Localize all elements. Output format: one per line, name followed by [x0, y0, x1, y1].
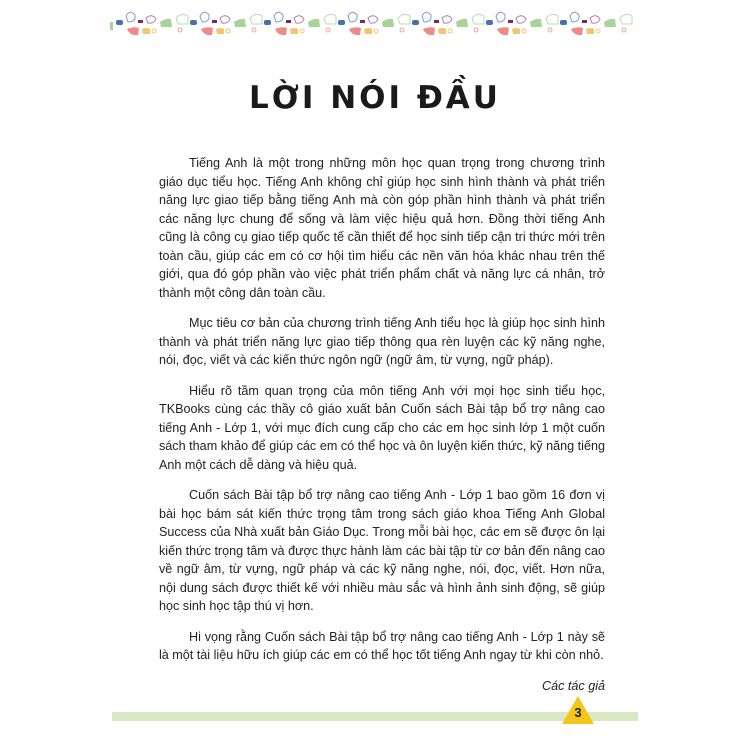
preface-body	[159, 154, 605, 695]
paragraph: Hi vọng rằng Cuốn sách Bài tập bổ trợ nâng cao tiếng Anh - Lớp 1 này sẽ là một tài liệu hữu ích giúp các em có thể học tốt tiếng Anh ngay từ khi còn nhỏ.	[159, 629, 605, 662]
paragraph: Cuốn sách Bài tập bổ trợ nâng cao tiếng Anh - Lớp 1 bao gồm 16 đơn vị bài học bám sát kiến thức trọng tâm trong sách giáo khoa Tiếng Anh Global Success của Nhà xuất bản Giáo Dục. Trong mỗi bài học, các em sẽ được ôn lại kiến thức trọng tâm và được thực hành làm các bài tập từ cơ bản đến nâng cao về ngữ âm, từ vựng, ngữ pháp và các kỹ năng nghe, nói, đọc, viết. Hơn nữa, nội dung sách được thiết kế với nhiều màu sắc và hình ảnh sinh động, sẽ giúp học sinh học tập thú vị hơn.	[159, 488, 605, 613]
signature: Các tác giả	[542, 678, 605, 693]
paragraph: Hiểu rõ tầm quan trọng của môn tiếng Anh với mọi học sinh tiểu học, TKBooks cùng các thầy cô giáo xuất bản Cuốn sách Bài tập bổ trợ nâng cao tiếng Anh - Lớp 1, với mục đích cung cấp cho các em học sinh lớp 1 một cuốn sách tham khảo để giúp các em có thể học và ôn luyện kiến thức, kỹ năng tiếng Anh một cách dễ dàng và hiệu quả.	[159, 383, 605, 472]
page-number: 3	[574, 705, 582, 720]
paragraph: Mục tiêu cơ bản của chương trình tiếng Anh tiểu học là giúp học sinh hình thành và phát triển năng lực giao tiếp thông qua rèn luyện các kỹ năng nghe, nói, đọc, viết và các kiến thức ngôn ngữ (ngữ âm, từ vựng, ngữ pháp).	[159, 316, 605, 367]
page-title: LỜI NÓI ĐẦU	[249, 80, 501, 116]
decorative-shapes-border	[110, 10, 640, 36]
paragraph: Tiếng Anh là một trong những môn học quan trọng trong chương trình giáo dục tiểu học. Tiếng Anh không chỉ giúp học sinh hình thành và phát triển năng lực giao tiếp bằng tiếng Anh mà còn góp phần hình thành và phát triển các năng lực chung để sống và làm việc hiệu quả hơn. Đồng thời tiếng Anh cũng là công cụ giao tiếp quốc tế cần thiết để học sinh tiếp cận tri thức mới trên toàn cầu, giúp các em có cơ hội tìm hiểu các nền văn hóa khác nhau trên thế giới, qua đó góp phần vào việc phát triển phẩm chất và năng lực cá nhân, trở thành một công dân toàn cầu.	[159, 156, 605, 300]
